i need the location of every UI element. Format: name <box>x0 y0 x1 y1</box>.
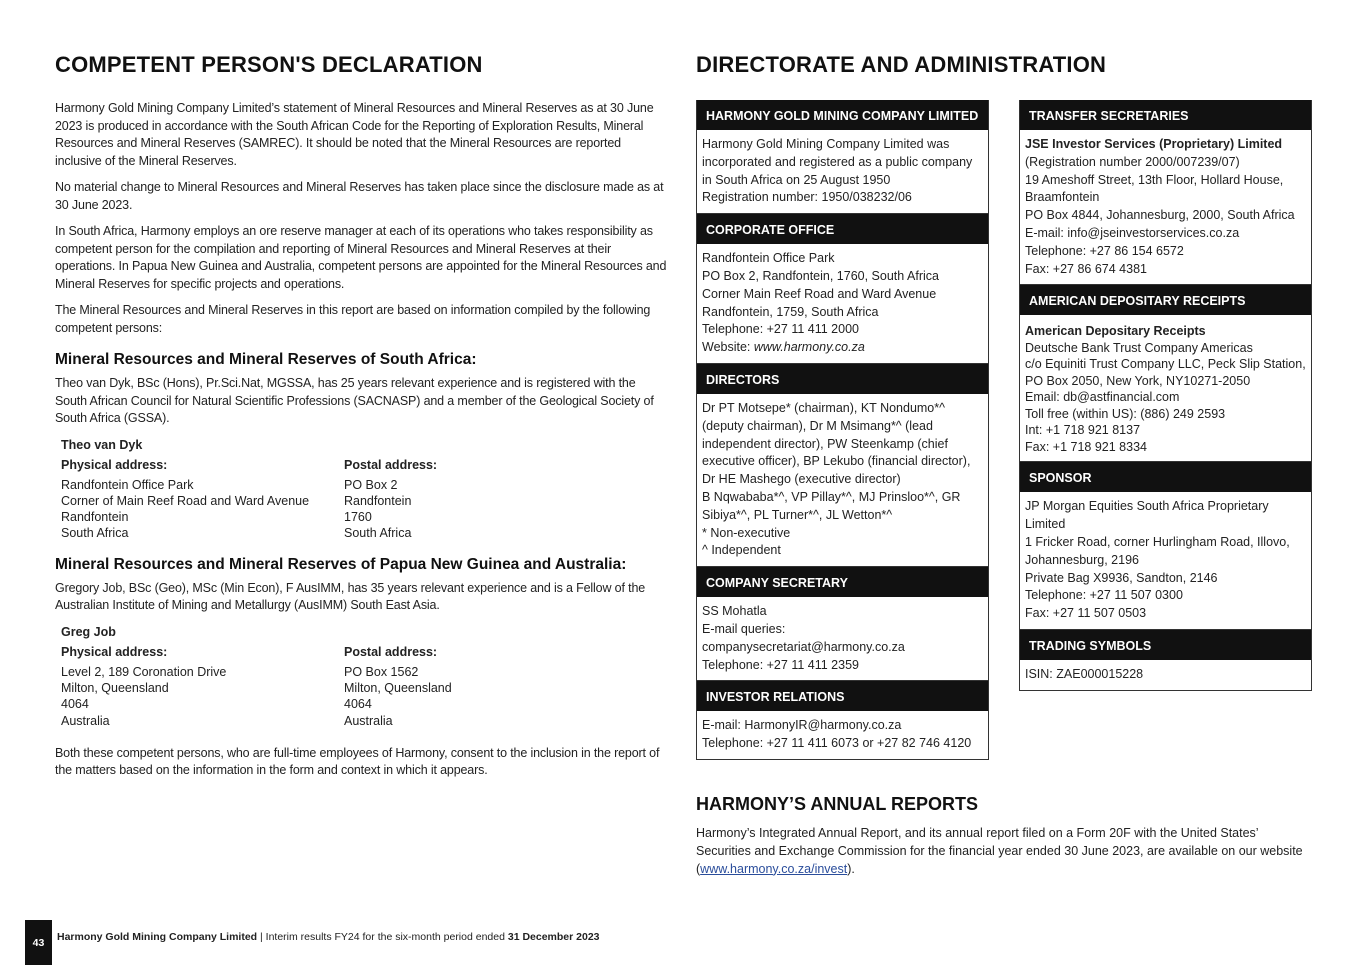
png-description: Gregory Job, BSc (Geo), MSc (Min Econ), F AusIMM, has 35 years relevant experience and is a Fellow of the Australian Institute of Mining and Metallurgy (AusIMM) South East Asia. <box>55 580 646 613</box>
box-investor-relations: INVESTOR RELATIONS E-mail: HarmonyIR@harmony.co.za Telephone: +27 11 411 6073 or +27 82 746 4120 <box>696 681 989 760</box>
box-transfer-secretaries: TRANSFER SECRETARIES JSE Investor Services (Proprietary) Limited (Registration number 2000/007239/07) 19 Ameshoff Street, 13th Floor, Hollard House, Braamfontein PO Box 4844, Johannesburg, 2000, South Africa E-mail: info@jseinvestorservices.co.za Telephone: +27 86 154 6572 Fax: +27 86 674 4381 <box>1019 100 1312 285</box>
transfer-email[interactable]: E-mail: info@jseinvestorservices.co.za <box>1025 225 1240 240</box>
person-theo-van-dyk <box>61 438 670 542</box>
physical-address: Physical address: Randfontein Office Park Corner of Main Reef Road and Ward Avenue Randfontein South Africa <box>61 457 310 541</box>
paragraph: In South Africa, Harmony employs an ore reserve manager at each of its operations who takes responsibility as competent person for the compilation and reporting of Mineral Resources and Mineral Reserves at their operations. In Papua New Guinea and Australia, competent persons are appointed for the Mineral Resources and Mineral Reserves for specific projects and operations. <box>55 224 667 291</box>
postal-address: Postal address: PO Box 1562 Milton, Queensland 4064 Australia <box>344 644 452 728</box>
invest-link[interactable]: www.harmony.co.za/invest <box>700 861 848 876</box>
box-adr: AMERICAN DEPOSITARY RECEIPTS American Depositary Receipts Deutsche Bank Trust Company Americas c/o Equiniti Trust Company LLC, Peck Slip Station, PO Box 2050, New York, NY10271-2050 Email: db@astfinancial.com Toll free (within US): (886) 249 2593 Int: +1 718 921 8137 Fax: +1 718 921 8334 <box>1019 285 1312 462</box>
box-trading-symbols: TRADING SYMBOLS ISIN: ZAE000015228 <box>1019 630 1312 691</box>
directorate-left-column <box>696 100 989 760</box>
box-header: DIRECTORS <box>697 364 988 394</box>
annual-reports-section <box>696 794 1312 878</box>
physical-address: Physical address: Level 2, 189 Coronation Drive Milton, Queensland 4064 Australia <box>61 644 227 728</box>
secretary-email[interactable]: E-mail queries: companysecretariat@harmony.co.za <box>702 621 905 654</box>
paragraph: No material change to Mineral Resources and Mineral Reserves has taken place since the disclosure made as at 30 June 2023. <box>55 180 664 212</box>
box-header: CORPORATE OFFICE <box>697 214 988 244</box>
competent-person-section <box>55 52 670 789</box>
directorate-section <box>696 52 1312 878</box>
closing-paragraph: Both these competent persons, who are full-time employees of Harmony, consent to the inclusion in the report of the matters based on the information in the form and context in which it appears. <box>55 745 660 778</box>
paragraph: The Mineral Resources and Mineral Reserves in this report are based on information compiled by the following competent persons: <box>55 303 651 335</box>
box-header: AMERICAN DEPOSITARY RECEIPTS <box>1020 285 1311 315</box>
box-header: INVESTOR RELATIONS <box>697 681 988 711</box>
investor-email[interactable]: E-mail: HarmonyIR@harmony.co.za <box>702 718 902 733</box>
adr-email[interactable]: Email: db@astfinancial.com <box>1025 390 1180 405</box>
sa-description: Theo van Dyk, BSc (Hons), Pr.Sci.Nat, MGSSA, has 25 years relevant experience and is registered with the South African Council for Natural Scientific Professions (SACNASP) and a member of the Geological Society of South Africa (GSSA). <box>55 376 654 425</box>
section-title: DIRECTORATE AND ADMINISTRATION <box>696 52 1107 77</box>
box-sponsor: SPONSOR JP Morgan Equities South Africa Proprietary Limited 1 Fricker Road, corner Hurlingham Road, Illovo, Johannesburg, 2196 Private Bag X9936, Sandton, 2146 Telephone: +27 11 507 0300 Fax: +27 11 507 0503 <box>1019 462 1312 630</box>
box-header: COMPANY SECRETARY <box>697 567 988 597</box>
box-header: TRADING SYMBOLS <box>1020 630 1311 660</box>
box-directors: DIRECTORS Dr PT Motsepe* (chairman), KT Nondumo*^ (deputy chairman), Dr M Msimang*^ (lead independent director), PW Steenkamp (chief executive officer), BP Lekubo (financial director), Dr HE Mashego (executive director) B Nqwababa*^, VP Pillay*^, MJ Prinsloo*^, GR Sibiya*^, PL Turner*^, JL Wetton*^ * Non-executive ^ Independent <box>696 364 989 567</box>
directorate-right-column <box>1019 100 1312 760</box>
person-name: Greg Job <box>61 624 116 639</box>
annual-reports-text: Harmony’s Integrated Annual Report, and its annual report filed on a Form 20F with the United States’ Securities and Exchange Commission for the financial year ended 30 June 2023, are available on our website (www.harmony.co.za/invest). <box>696 825 1303 876</box>
box-header: HARMONY GOLD MINING COMPANY LIMITED <box>697 100 988 130</box>
intro-paragraph: Harmony Gold Mining Company Limited’s statement of Mineral Resources and Mineral Reserves as at 30 June 2023 is produced in accordance with the South African Code for the Reporting of Exploration Results, Mineral Resources and Mineral Reserves (SAMREC). It should be noted that the Mineral Resources are reported inclusive of the Mineral Reserves. <box>55 101 654 168</box>
postal-address: Postal address: PO Box 2 Randfontein 1760 South Africa <box>344 457 438 541</box>
box-header: SPONSOR <box>1020 462 1311 492</box>
box-corporate-office: CORPORATE OFFICE Randfontein Office Park PO Box 2, Randfontein, 1760, South Africa Corner Main Reef Road and Ward Avenue Randfontein, 1759, South Africa Telephone: +27 11 411 2000 Website: www.harmony.co.za <box>696 214 989 364</box>
box-header: TRANSFER SECRETARIES <box>1020 100 1311 130</box>
person-greg-job <box>61 625 670 729</box>
png-heading: Mineral Resources and Mineral Reserves of Papua New Guinea and Australia: <box>55 555 627 573</box>
box-company-secretary: COMPANY SECRETARY SS Mohatla E-mail queries: companysecretariat@harmony.co.za Telephone: +27 11 411 2359 <box>696 567 989 681</box>
footer-text: Harmony Gold Mining Company Limited | Interim results FY24 for the six-month period ended 31 December 2023 <box>57 930 600 943</box>
section-title: COMPETENT PERSON'S DECLARATION <box>55 52 483 77</box>
website-link[interactable]: www.harmony.co.za <box>753 340 865 355</box>
page-number: 43 <box>25 920 52 965</box>
annual-reports-title: HARMONY’S ANNUAL REPORTS <box>696 793 979 814</box>
sa-heading: Mineral Resources and Mineral Reserves of South Africa: <box>55 351 477 368</box>
page-footer <box>25 920 600 965</box>
box-harmony: HARMONY GOLD MINING COMPANY LIMITED Harmony Gold Mining Company Limited was incorporated and registered as a public company in South Africa on 25 August 1950 Registration number: 1950/038232/06 <box>696 100 989 214</box>
person-name: Theo van Dyk <box>61 437 143 452</box>
